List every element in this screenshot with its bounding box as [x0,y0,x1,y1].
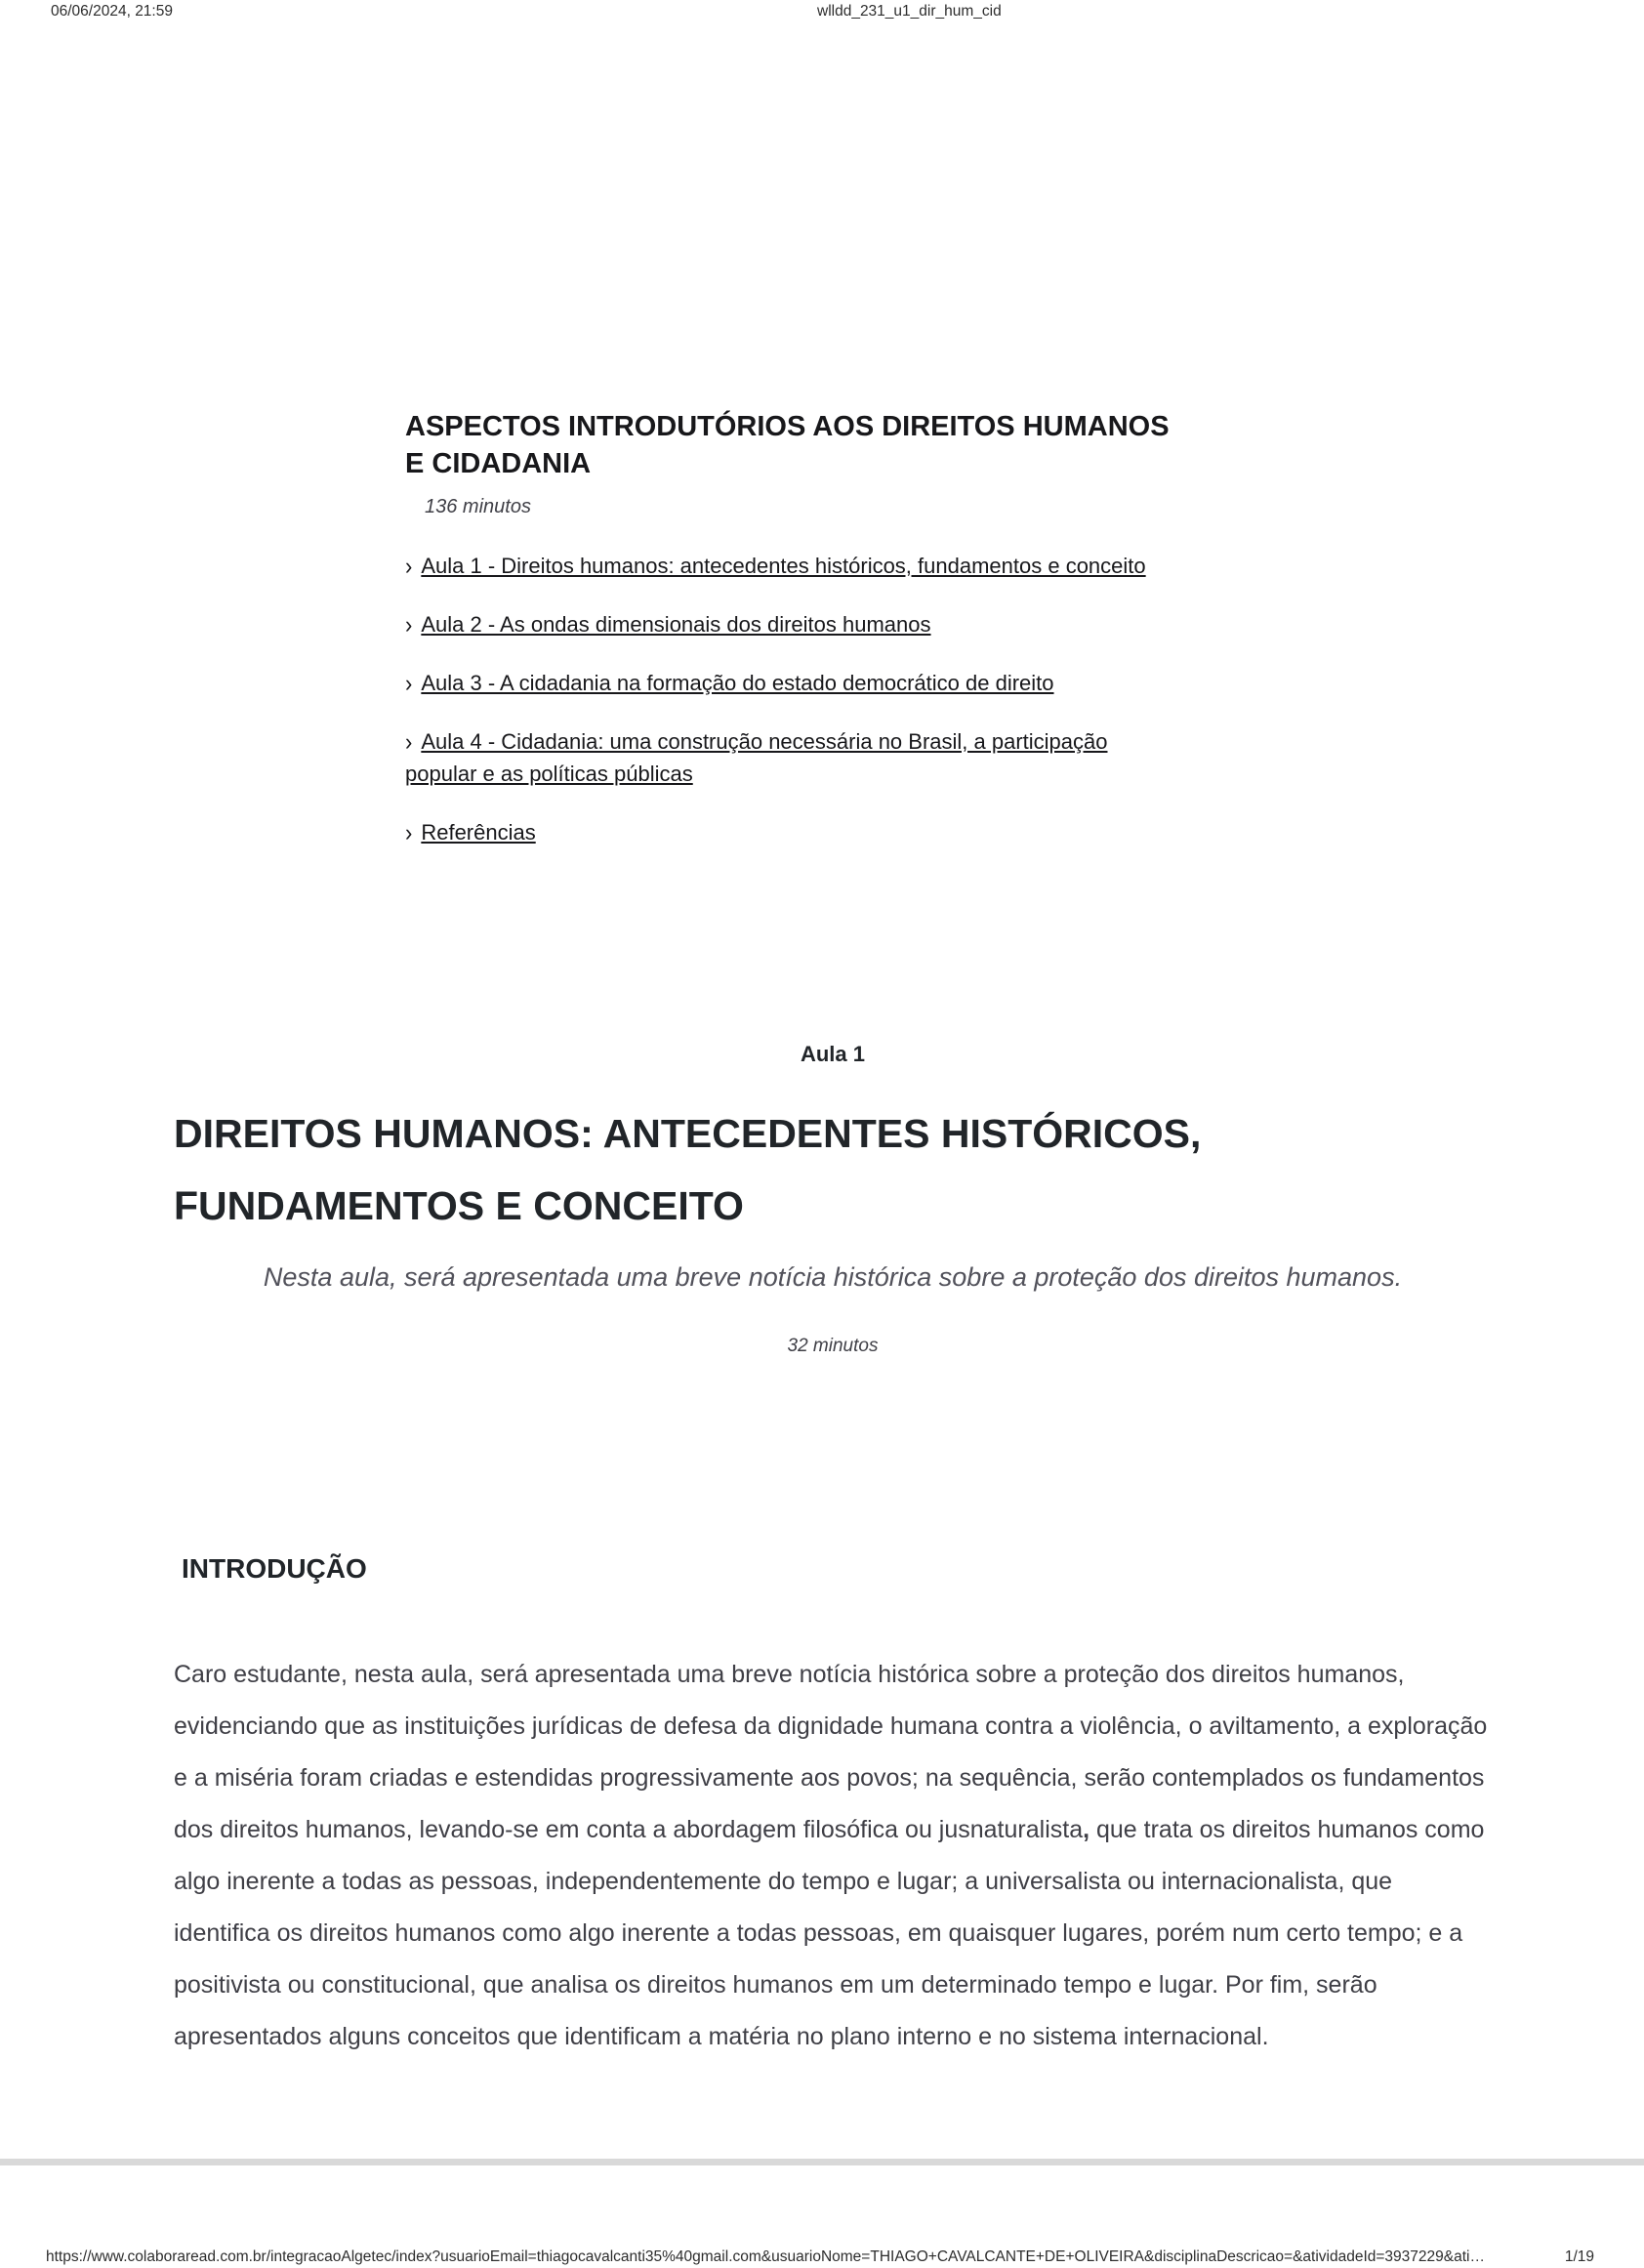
lesson-title: DIREITOS HUMANOS: ANTECEDENTES HISTÓRICOS, FUNDAMENTOS E CONCEITO [174,1111,1202,1228]
unit-block [405,408,1181,875]
unit-duration: 136 minutos [425,496,531,517]
chevron-right-icon: › [405,552,413,580]
toc-item [405,550,1181,582]
toc-link-aula-2[interactable]: Aula 2 - As ondas dimensionais dos direitos humanos [421,612,931,637]
toc-link-aula-4[interactable]: Aula 4 - Cidadania: uma construção necessária no Brasil, a participação popular e as políticas públicas [405,729,1108,786]
unit-toc [405,550,1181,848]
introduction-paragraph [174,1649,1492,2063]
print-footer-page-number: 1/19 [1564,2248,1594,2265]
unit-title: ASPECTOS INTRODUTÓRIOS AOS DIREITOS HUMANOS E CIDADANIA [405,411,1170,479]
page-break-divider [0,2159,1644,2165]
print-header-datetime: 06/06/2024, 21:59 [51,3,173,20]
chevron-right-icon: › [405,610,413,639]
lesson-kicker: Aula 1 [800,1042,866,1066]
chevron-right-icon: › [405,727,413,756]
print-header-document-title: wlldd_231_u1_dir_hum_cid [817,3,1002,20]
introduction-heading: INTRODUÇÃO [182,1553,367,1584]
chevron-right-icon: › [405,669,413,697]
toc-item [405,608,1181,640]
introduction-paragraph-part2: que trata os direitos humanos como algo inerente a todas as pessoas, independentemente do tempo e lugar; a universalista ou internacionalista, que identifica os direitos humanos como algo inerente a todas pessoas, em quaisquer lugares, porém num certo tempo; e a positivista ou constitucional, que analisa os direitos humanos em um determinado tempo e lugar. Por fim, serão apresentados alguns conceitos que identificam a matéria no plano interno e no sistema internacional. [174,1816,1485,2050]
toc-item [405,725,1181,790]
introduction-paragraph-part1: Caro estudante, nesta aula, será apresentada uma breve notícia histórica sobre a proteção dos direitos humanos, evidenciando que as instituições jurídicas de defesa da dignidade humana contra a violência, o aviltamento, a exploração e a miséria foram criadas e estendidas progressivamente aos povos; na sequência, serão contemplados os fundamentos dos direitos humanos, levando-se em conta a abordagem filosófica ou jusnaturalista [174,1661,1488,1843]
toc-item [405,667,1181,699]
print-footer-url: https://www.colaboraread.com.br/integracaoAlgetec/index?usuarioEmail=thiagocavalcanti35%40gmail.com&usuarioNome=THIAGO+CAVALCANTE+DE+OLIVEIRA&disciplinaDescricao=&atividadeId=3937229&ati… [46,2248,1485,2265]
toc-item [405,816,1181,848]
lesson-subtitle: Nesta aula, será apresentada uma breve notícia histórica sobre a proteção dos direitos humanos. [263,1262,1403,1292]
lesson-duration: 32 minutos [787,1336,879,1356]
lesson-content [174,1041,1492,2063]
toc-link-aula-1[interactable]: Aula 1 - Direitos humanos: antecedentes históricos, fundamentos e conceito [421,554,1146,578]
toc-link-aula-3[interactable]: Aula 3 - A cidadania na formação do estado democrático de direito [421,671,1054,695]
toc-link-referencias[interactable]: Referências [421,820,536,845]
chevron-right-icon: › [405,818,413,846]
introduction-paragraph-bold-comma: , [1083,1816,1090,1843]
